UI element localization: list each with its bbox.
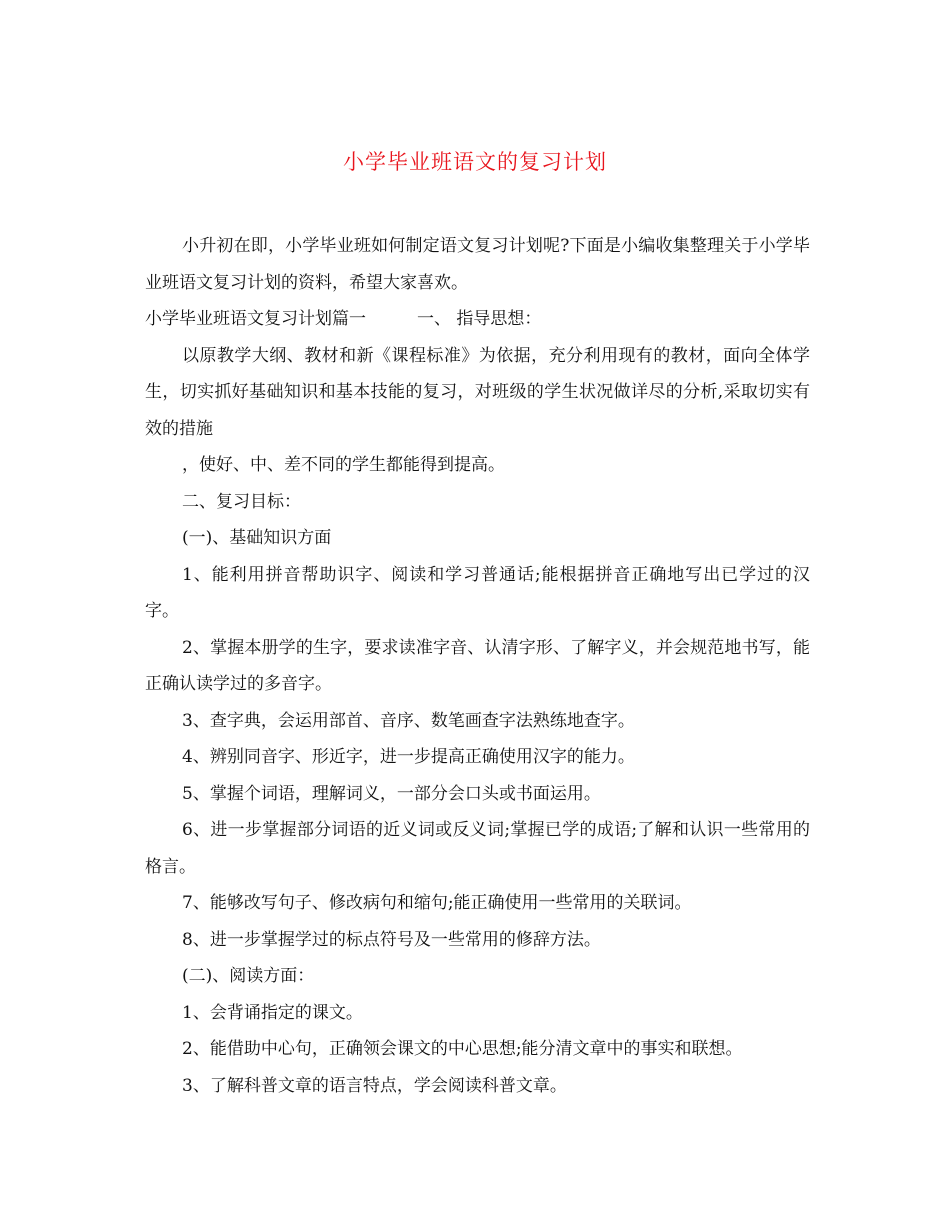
list-item: 1、会背诵指定的课文。 <box>182 1002 363 1023</box>
list-item: 6、进一步掌握部分词语的近义词或反义词;掌握已学的成语;了解和认识一些常用的格言。 <box>145 820 810 877</box>
document-title: 小学毕业班语文的复习计划 <box>343 150 607 174</box>
list-item: 4、辨别同音字、形近字，进一步提高正确使用汉字的能力。 <box>182 747 635 767</box>
list-item: 3、查字典，会运用部首、音序、数笔画查字法熟练地查字。 <box>182 710 635 731</box>
paragraph: 小升初在即，小学毕业班如何制定语文复习计划呢?下面是小编收集整理关于小学毕业班语文复习计划的资料，希望大家喜欢。 <box>145 236 810 293</box>
document-body <box>145 228 810 1104</box>
list-item: 1、能利用拼音帮助识字、阅读和学习普通话;能根据拼音正确地写出已学过的汉字。 <box>145 564 810 621</box>
section-heading: 二、复习目标： <box>182 491 301 512</box>
list-item: 3、了解科普文章的语言特点，学会阅读科普文章。 <box>182 1075 567 1096</box>
paragraph: 以原教学大纲、教材和新《课程标准》为依据，充分利用现有的教材，面向全体学生，切实抓好基础知识和基本技能的复习，对班级的学生状况做详尽的分析,采取切实有效的措施 <box>145 345 810 439</box>
paragraph: 小学毕业班语文复习计划篇一 一、 指导思想： <box>145 309 542 329</box>
list-item: 7、能够改写句子、修改病句和缩句;能正确使用一些常用的关联词。 <box>182 893 692 913</box>
list-item: 8、进一步掌握学过的标点符号及一些常用的修辞方法。 <box>182 929 601 950</box>
subsection-heading: (二)、阅读方面： <box>182 966 315 986</box>
list-item: 5、掌握个词语，理解词义，一部分会口头或书面运用。 <box>182 783 601 804</box>
subsection-heading: (一)、基础知识方面 <box>182 528 332 548</box>
paragraph: ，使好、中、差不同的学生都能得到提高。 <box>182 455 505 475</box>
list-item: 2、掌握本册学的生字，要求读准字音、认清字形、了解字义，并会规范地书写，能正确认读学过的多音字。 <box>145 637 810 694</box>
list-item: 2、能借助中心句，正确领会课文的中心思想;能分清文章中的事实和联想。 <box>182 1039 743 1059</box>
